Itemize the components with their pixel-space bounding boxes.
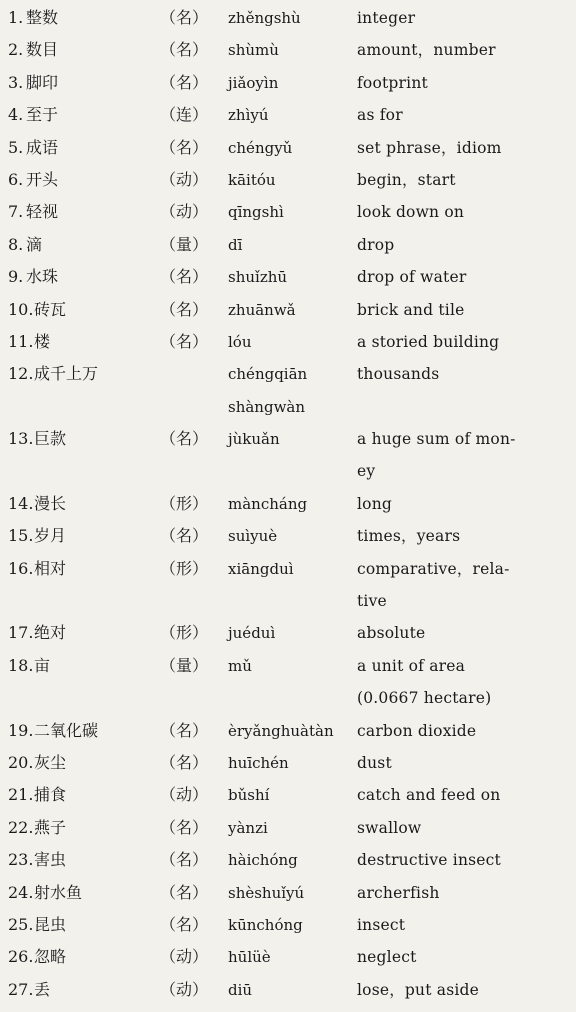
entry-hanzi: 燕子 — [34, 817, 67, 837]
entry-number: 9. — [8, 267, 24, 287]
entry-pinyin: lóu — [228, 332, 252, 351]
entry-hanzi: 灰尘 — [34, 753, 67, 773]
entry-number: 19. — [8, 720, 34, 740]
entry-english: comparative，rela- — [357, 559, 510, 578]
entry-number: 8. — [8, 234, 24, 254]
vocab-row — [0, 34, 576, 66]
vocab-row — [0, 99, 576, 131]
vocab-row — [0, 909, 576, 941]
entry-hanzi: 整数 — [26, 8, 59, 27]
entry-pinyin: mǔ — [228, 656, 252, 675]
entry-hanzi: 昆虫 — [34, 915, 67, 934]
entry-english-continued: tive — [357, 592, 387, 611]
entry-part-of-speech: （名） — [160, 331, 209, 351]
entry-number: 7. — [8, 202, 24, 222]
entry-number: 25. — [8, 915, 34, 934]
entry-english: catch and feed on — [357, 786, 501, 805]
entry-pinyin: juéduì — [228, 624, 276, 643]
entry-part-of-speech: （名） — [160, 137, 209, 157]
entry-english: dust — [357, 754, 392, 773]
entry-part-of-speech: （名） — [160, 267, 209, 287]
vocab-row — [0, 132, 576, 164]
entry-part-of-speech: （名） — [160, 753, 209, 773]
entry-hanzi: 砖瓦 — [34, 299, 67, 319]
entry-number: 4. — [8, 105, 24, 125]
entry-hanzi: 轻视 — [26, 202, 59, 222]
entry-english: insect — [357, 916, 406, 934]
entry-pinyin: yànzi — [228, 818, 268, 837]
entry-number: 21. — [8, 785, 34, 805]
entry-pinyin: xiāngduì — [228, 559, 294, 578]
entry-part-of-speech: （名） — [160, 299, 209, 319]
entry-hanzi: 数目 — [26, 40, 59, 60]
vocab-row — [0, 617, 576, 649]
vocab-row — [0, 423, 576, 488]
entry-english: lose，put aside — [357, 980, 480, 999]
entry-english: times，years — [357, 527, 461, 546]
entry-number: 12. — [8, 364, 34, 384]
entry-pinyin: shuǐzhū — [228, 268, 288, 287]
vocab-row — [0, 974, 576, 1006]
entry-number: 22. — [8, 817, 34, 837]
vocab-row — [0, 812, 576, 844]
entry-number: 1. — [8, 8, 24, 27]
entry-part-of-speech: （量） — [160, 234, 209, 254]
entry-part-of-speech: （形） — [160, 493, 209, 513]
entry-number: 10. — [8, 299, 34, 319]
vocab-row — [0, 941, 576, 973]
entry-pinyin: zhěngshù — [228, 9, 301, 27]
vocab-row — [0, 844, 576, 876]
vocab-row — [0, 650, 576, 715]
entry-number: 18. — [8, 655, 34, 675]
entry-english: drop of water — [357, 268, 467, 287]
vocab-row — [0, 488, 576, 520]
entry-part-of-speech: （动） — [160, 979, 209, 999]
entry-part-of-speech: （名） — [160, 882, 209, 902]
entry-hanzi: 漫长 — [34, 493, 67, 513]
entry-number: 11. — [8, 331, 34, 351]
entry-pinyin: zhìyú — [228, 106, 269, 125]
entry-part-of-speech: （名） — [160, 850, 209, 870]
entry-pinyin: jùkuǎn — [228, 430, 280, 449]
entry-part-of-speech: （名） — [160, 817, 209, 837]
entry-pinyin: màncháng — [228, 494, 308, 513]
entry-pinyin: qīngshì — [228, 203, 284, 222]
entry-pinyin: zhuānwǎ — [228, 300, 296, 319]
entry-number: 3. — [8, 72, 24, 92]
entry-english: swallow — [357, 818, 422, 837]
vocab-row — [0, 196, 576, 228]
vocab-row — [0, 358, 576, 423]
entry-hanzi: 绝对 — [34, 623, 67, 643]
entry-english-continued: (0.0667 hectare) — [357, 689, 492, 708]
entry-part-of-speech: （动） — [160, 785, 209, 805]
entry-part-of-speech: （名） — [160, 429, 209, 449]
entry-pinyin: kāitóu — [228, 170, 276, 189]
entry-hanzi: 射水鱼 — [34, 882, 83, 902]
entry-english-continued: ey — [357, 462, 376, 481]
vocab-row — [0, 2, 576, 34]
entry-part-of-speech: （动） — [160, 169, 209, 189]
entry-english: look down on — [357, 203, 465, 222]
entry-hanzi: 巨款 — [34, 429, 67, 449]
vocab-row — [0, 229, 576, 261]
entry-part-of-speech: （连） — [160, 105, 209, 125]
entry-hanzi: 滴 — [26, 234, 43, 254]
entry-part-of-speech: （形） — [160, 558, 209, 578]
entry-hanzi: 楼 — [34, 331, 51, 351]
entry-number: 13. — [8, 429, 34, 449]
entry-number: 26. — [8, 947, 34, 967]
vocab-row — [0, 747, 576, 779]
vocab-row — [0, 326, 576, 358]
entry-hanzi: 成千上万 — [34, 364, 99, 384]
entry-english: set phrase，idiom — [357, 138, 502, 157]
entry-english: a storied building — [357, 332, 500, 351]
entry-hanzi: 岁月 — [34, 526, 67, 546]
entry-pinyin: bǔshí — [228, 786, 270, 805]
entry-pinyin: huīchén — [228, 754, 289, 773]
entry-part-of-speech: （名） — [160, 526, 209, 546]
entry-pinyin: chéngqiān — [228, 365, 308, 384]
entry-english: brick and tile — [357, 300, 465, 319]
entry-english: a unit of area — [357, 656, 466, 675]
entry-pinyin: jiǎoyìn — [228, 73, 279, 92]
entry-number: 15. — [8, 526, 34, 546]
entry-english: carbon dioxide — [357, 721, 477, 740]
entry-pinyin: èryǎnghuàtàn — [228, 721, 334, 740]
entry-english: drop — [357, 235, 395, 254]
entry-hanzi: 忽略 — [34, 947, 67, 967]
entry-number: 2. — [8, 40, 24, 60]
vocab-row — [0, 261, 576, 293]
entry-number: 20. — [8, 753, 34, 773]
entry-part-of-speech: （名） — [160, 915, 209, 934]
entry-number: 16. — [8, 558, 34, 578]
entry-part-of-speech: （动） — [160, 947, 209, 967]
entry-hanzi: 至于 — [26, 105, 59, 125]
entry-number: 5. — [8, 137, 24, 157]
entry-hanzi: 丢 — [34, 979, 51, 999]
entry-hanzi: 捕食 — [34, 785, 67, 805]
entry-pinyin: suìyuè — [228, 527, 278, 546]
vocab-row — [0, 715, 576, 747]
entry-pinyin: shèshuǐyú — [228, 883, 305, 902]
vocab-row — [0, 520, 576, 552]
entry-hanzi: 成语 — [26, 137, 59, 157]
entry-english: absolute — [357, 624, 426, 643]
entry-hanzi: 二氧化碳 — [34, 720, 99, 740]
entry-number: 27. — [8, 979, 34, 999]
entry-hanzi: 脚印 — [26, 72, 59, 92]
entry-part-of-speech: （量） — [160, 655, 209, 675]
entry-english: long — [357, 494, 392, 513]
entry-part-of-speech: （名） — [160, 72, 209, 92]
entry-pinyin: dī — [228, 235, 243, 254]
entry-english: destructive insect — [357, 851, 501, 870]
vocab-row — [0, 67, 576, 99]
vocab-row — [0, 877, 576, 909]
entry-number: 24. — [8, 882, 34, 902]
entry-part-of-speech: （名） — [160, 8, 209, 27]
entry-number: 14. — [8, 493, 34, 513]
entry-part-of-speech: （形） — [160, 623, 209, 643]
entry-number: 17. — [8, 623, 34, 643]
entry-pinyin: hūlüè — [228, 948, 271, 967]
entry-english: thousands — [357, 365, 440, 384]
entry-part-of-speech: （动） — [160, 202, 209, 222]
vocab-row — [0, 294, 576, 326]
entry-english: as for — [357, 106, 403, 125]
entry-pinyin: shùmù — [228, 41, 279, 60]
entry-english: a huge sum of mon- — [357, 430, 516, 449]
entry-pinyin: diū — [228, 980, 253, 999]
entry-hanzi: 开头 — [26, 169, 59, 189]
vocab-row — [0, 553, 576, 618]
entry-hanzi: 相对 — [34, 558, 67, 578]
entry-number: 23. — [8, 850, 34, 870]
entry-english: archerfish — [357, 883, 440, 902]
entry-english: integer — [357, 9, 416, 27]
entry-hanzi: 害虫 — [34, 850, 67, 870]
entry-english: neglect — [357, 948, 417, 967]
entry-pinyin: kūnchóng — [228, 916, 303, 934]
entry-english: footprint — [357, 73, 428, 92]
entry-hanzi: 水珠 — [26, 267, 59, 287]
entry-pinyin-continued: shàngwàn — [228, 397, 306, 416]
entry-english: amount，number — [357, 41, 496, 60]
entry-part-of-speech: （名） — [160, 720, 209, 740]
entry-pinyin: chéngyǔ — [228, 138, 293, 157]
entry-hanzi: 亩 — [34, 655, 51, 675]
entry-number: 6. — [8, 169, 24, 189]
entry-part-of-speech: （名） — [160, 40, 209, 60]
entry-english: begin，start — [357, 170, 456, 189]
vocab-row — [0, 779, 576, 811]
entry-pinyin: hàichóng — [228, 851, 298, 870]
vocab-row — [0, 164, 576, 196]
